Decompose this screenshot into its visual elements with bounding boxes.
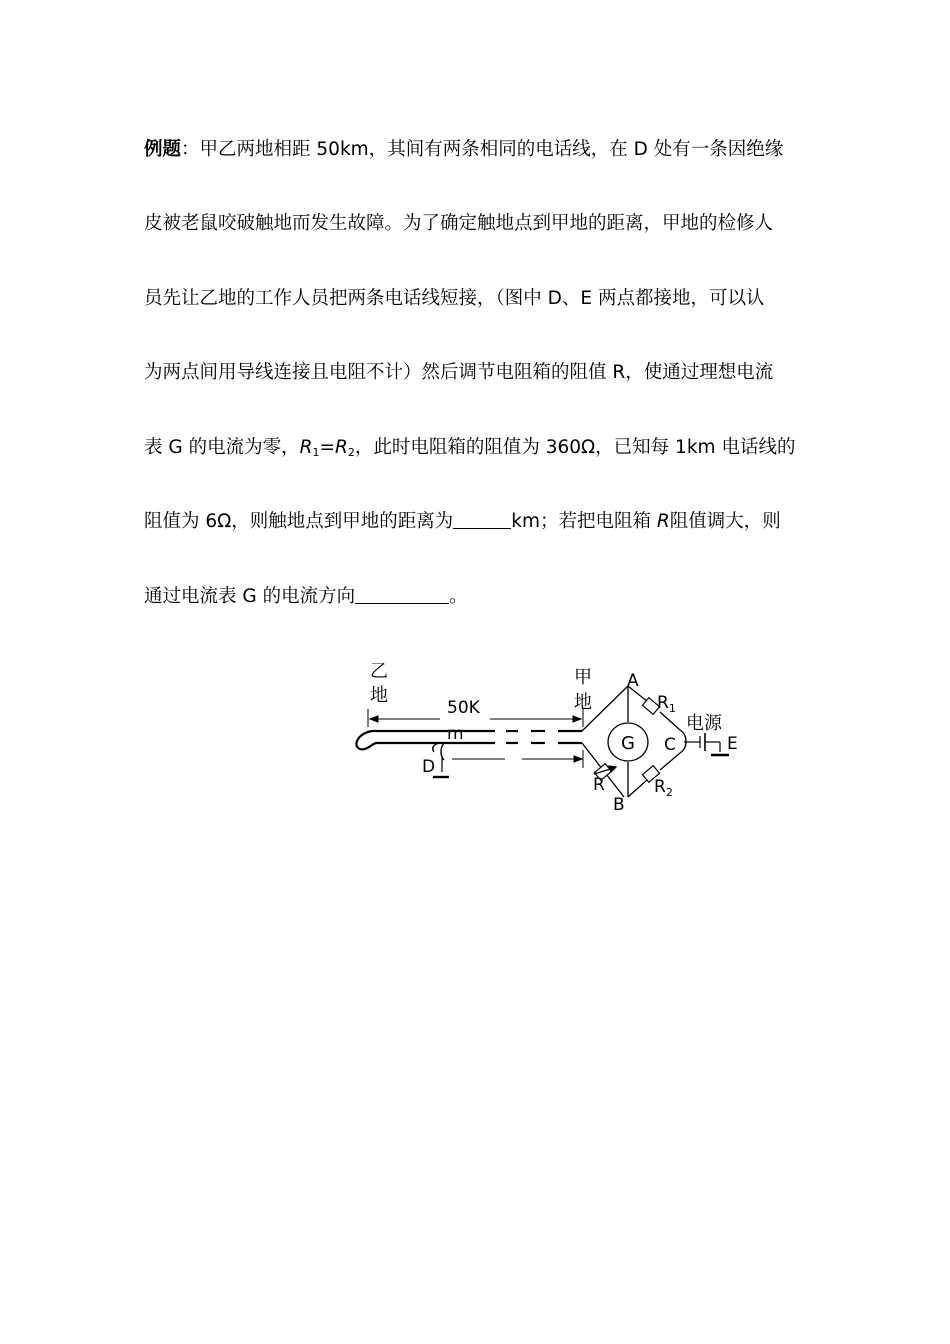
label-power-source: 电源 xyxy=(686,713,722,734)
problem-text-6b: km；若把电阻箱 xyxy=(511,511,657,532)
var-r1: R xyxy=(299,437,313,458)
label-distance-1: 50K xyxy=(447,698,480,718)
d-distance-arrow xyxy=(452,750,583,768)
problem-text-5a: 表 G 的电流为零， xyxy=(144,437,300,458)
var-r1-sub: 1 xyxy=(312,446,320,459)
label-r1 xyxy=(657,693,676,715)
label-jia-2: 地 xyxy=(574,692,592,713)
var-r2-sub: 2 xyxy=(347,446,355,459)
label-jia-1: 甲 xyxy=(574,667,592,688)
problem-text-6c: 阻值调大，则 xyxy=(669,511,781,532)
label-distance-2: m xyxy=(447,724,464,744)
label-r1-main: R xyxy=(657,693,669,713)
problem-text-7a: 通过电流表 G 的电流方向 xyxy=(144,586,356,607)
problem-text-6a: 阻值为 6Ω，则触地点到甲地的距离为 xyxy=(144,511,454,532)
var-r: R xyxy=(656,511,670,532)
circuit-diagram xyxy=(340,650,760,825)
fault-point-d xyxy=(433,743,449,777)
label-r2-main: R xyxy=(654,777,666,797)
answer-blank-distance[interactable] xyxy=(453,510,511,529)
problem-text-1: 甲乙两地相距 50km，其间有两条相同的电话线，在 D 处有一条因绝缘 xyxy=(199,139,784,160)
problem-text-5b: ，此时电阻箱的阻值为 360Ω，已知每 1km 电话线的 xyxy=(354,437,796,458)
problem-label-colon: ： xyxy=(181,139,200,160)
label-g: G xyxy=(621,733,635,754)
problem-line-1 xyxy=(144,138,783,162)
label-r: R xyxy=(593,775,605,795)
label-yi-2: 地 xyxy=(370,685,388,706)
problem-label: 例题 xyxy=(144,139,182,160)
label-yi-1: 乙 xyxy=(370,661,388,682)
problem-text-4: 为两点间用导线连接且电阻不计）然后调节电阻箱的阻值 R，使通过理想电流 xyxy=(144,362,774,383)
label-b: B xyxy=(613,795,625,815)
var-r2: R xyxy=(334,437,348,458)
label-r1-sub: 1 xyxy=(668,702,676,715)
answer-blank-direction[interactable] xyxy=(355,585,449,604)
problem-line-7 xyxy=(144,585,468,609)
problem-line-2 xyxy=(144,212,773,236)
label-a: A xyxy=(627,671,639,691)
label-r2 xyxy=(654,777,673,799)
problem-line-4 xyxy=(144,361,773,385)
problem-line-6 xyxy=(144,510,781,534)
problem-text-3: 员先让乙地的工作人员把两条电话线短接，（图中 D、E 两点都接地，可以认 xyxy=(144,288,765,309)
label-e: E xyxy=(727,734,738,754)
problem-text-2: 皮被老鼠咬破触地而发生故障。为了确定触地点到甲地的距离，甲地的检修人 xyxy=(144,213,774,234)
problem-text-7b: 。 xyxy=(449,586,468,607)
label-d: D xyxy=(422,757,436,777)
label-r2-sub: 2 xyxy=(665,786,673,799)
equals-sign: = xyxy=(319,437,335,458)
label-c: C xyxy=(664,735,676,755)
problem-line-3 xyxy=(144,287,764,311)
problem-line-5 xyxy=(144,436,795,465)
